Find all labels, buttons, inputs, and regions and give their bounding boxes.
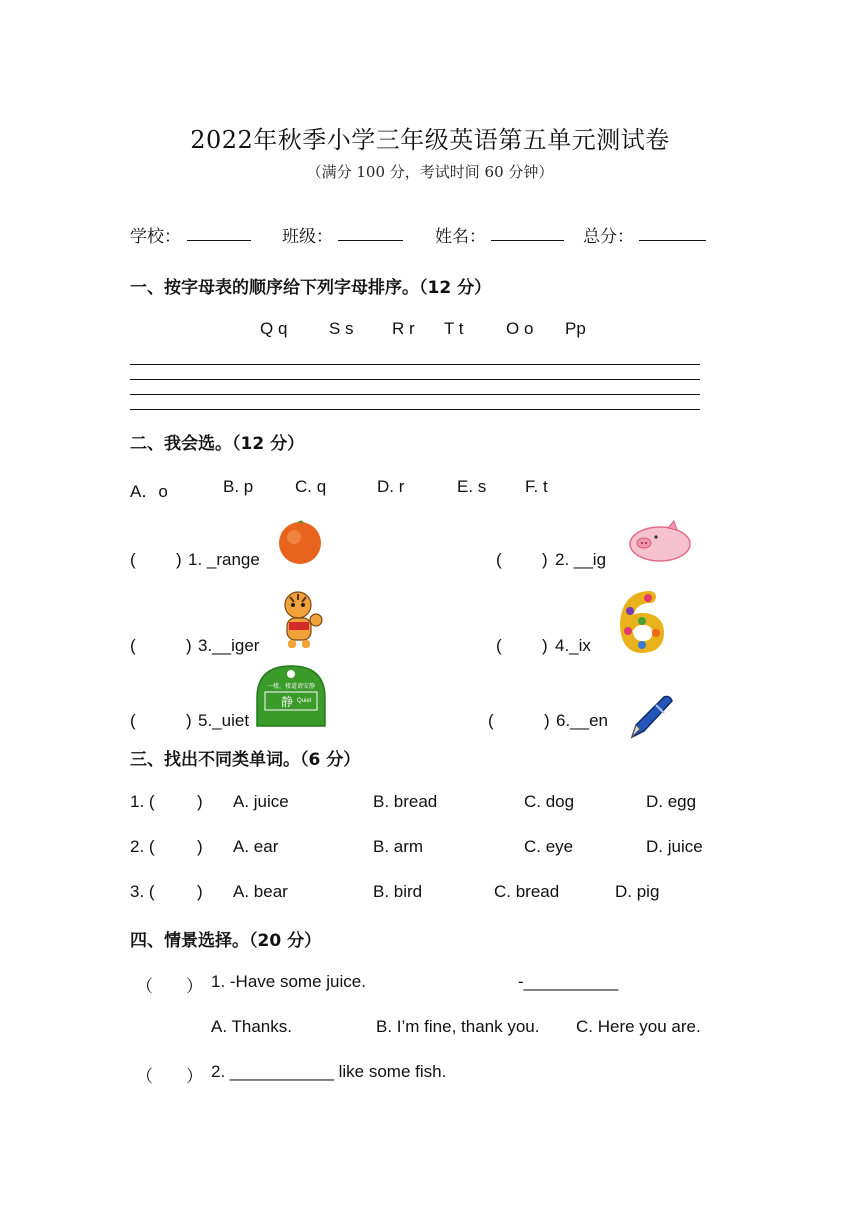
option-d: D. pig: [615, 882, 660, 901]
answer-paren-close: ): [197, 837, 203, 856]
option-a: A. bear: [233, 882, 288, 901]
option-a: A. Thanks.: [211, 1017, 292, 1036]
letter-pair: S s: [329, 319, 354, 338]
option-b: B. bread: [373, 792, 438, 811]
page-subtitle: （满分 100 分，考试时间 60 分钟）: [306, 163, 554, 181]
class-label: 班级：: [282, 227, 333, 246]
answer-paren-open[interactable]: (: [488, 711, 494, 730]
letter-pair: R r: [392, 319, 415, 338]
word-item: 2. __ig: [555, 550, 607, 569]
school-label: 学校：: [130, 227, 181, 246]
pig-icon: [624, 519, 696, 565]
answer-paren-open[interactable]: (: [130, 636, 136, 655]
answer-paren-close: ): [176, 550, 182, 569]
answer-paren-close: ): [544, 711, 550, 730]
answer-line[interactable]: [130, 409, 700, 410]
answer-paren-open[interactable]: (: [496, 636, 502, 655]
answer-paren-close: ): [186, 711, 192, 730]
section1-heading: 一、按字母表的顺序给下列字母排序。（12 分）: [130, 278, 492, 298]
option-b: B. I’m fine, thank you.: [376, 1017, 540, 1036]
option-b: B. arm: [373, 837, 424, 856]
option-d: D. egg: [646, 792, 697, 811]
word-item: 3.__iger: [198, 636, 260, 655]
quiet-sign-icon: [255, 664, 327, 728]
class-blank[interactable]: [338, 240, 403, 241]
answer-paren-open[interactable]: (: [496, 550, 502, 569]
section2-heading: 二、我会选。（12 分）: [130, 434, 305, 454]
question-text: 2. ___________ like some fish.: [211, 1062, 447, 1081]
tiger-icon: [274, 589, 326, 651]
six-flowers-icon: [612, 589, 672, 653]
answer-paren-close: ): [197, 792, 203, 811]
choice-option: F. t: [525, 477, 548, 496]
answer-paren-close: ）: [186, 977, 203, 996]
name-blank[interactable]: [491, 240, 564, 241]
orange-icon: [274, 517, 326, 567]
option-c: C. bread: [494, 882, 560, 901]
answer-paren-close: ): [542, 550, 548, 569]
answer-paren-open[interactable]: （: [136, 977, 153, 996]
option-c: C. dog: [524, 792, 575, 811]
letter-pair: O o: [506, 319, 534, 338]
word-item: 1. _range: [188, 550, 260, 569]
option-d: D. juice: [646, 837, 703, 856]
choice-option: E. s: [457, 477, 487, 496]
word-item: 6.__en: [556, 711, 608, 730]
letter-pair: Q q: [260, 319, 288, 338]
answer-paren-close: ): [197, 882, 203, 901]
answer-paren-open[interactable]: （: [136, 1067, 153, 1086]
question-text: 1. -Have some juice.: [211, 972, 366, 991]
pen-icon: [626, 693, 674, 741]
answer-paren-close: ）: [186, 1067, 203, 1086]
question-number[interactable]: 1. (: [130, 792, 155, 811]
answer-line[interactable]: [130, 364, 700, 365]
option-a: A. juice: [233, 792, 289, 811]
page-title: 2022年秋季小学三年级英语第五单元测试卷: [190, 126, 670, 154]
answer-paren-close: ): [542, 636, 548, 655]
option-a: A. ear: [233, 837, 279, 856]
option-c: C. eye: [524, 837, 574, 856]
word-item: 4._ix: [555, 636, 591, 655]
choice-option: D. r: [377, 477, 405, 496]
answer-blank[interactable]: -__________: [518, 972, 619, 991]
option-c: C. Here you are.: [576, 1017, 701, 1036]
quiet-sign-big-text: 静: [281, 695, 294, 709]
option-b: B. bird: [373, 882, 423, 901]
choice-option: A．o: [130, 482, 168, 501]
answer-paren-close: ): [186, 636, 192, 655]
answer-line[interactable]: [130, 394, 700, 395]
question-number[interactable]: 3. (: [130, 882, 155, 901]
choice-option: B. p: [223, 477, 254, 496]
letter-pair: T t: [444, 319, 464, 338]
quiet-sign-small-text: Quiet: [297, 698, 312, 704]
question-number[interactable]: 2. (: [130, 837, 155, 856]
quiet-sign-top-text: 一楼，楼道请安静: [266, 684, 315, 690]
school-blank[interactable]: [187, 240, 251, 241]
letter-pair: Pp: [565, 319, 586, 338]
choice-option: C. q: [295, 477, 327, 496]
answer-paren-open[interactable]: (: [130, 550, 136, 569]
name-label: 姓名：: [435, 227, 486, 246]
section4-heading: 四、情景选择。（20 分）: [130, 931, 322, 951]
total-blank[interactable]: [639, 240, 706, 241]
section3-heading: 三、找出不同类单词。（6 分）: [130, 750, 361, 770]
answer-line[interactable]: [130, 379, 700, 380]
total-label: 总分：: [583, 227, 634, 246]
word-item: 5._uiet: [198, 711, 250, 730]
answer-paren-open[interactable]: (: [130, 711, 136, 730]
